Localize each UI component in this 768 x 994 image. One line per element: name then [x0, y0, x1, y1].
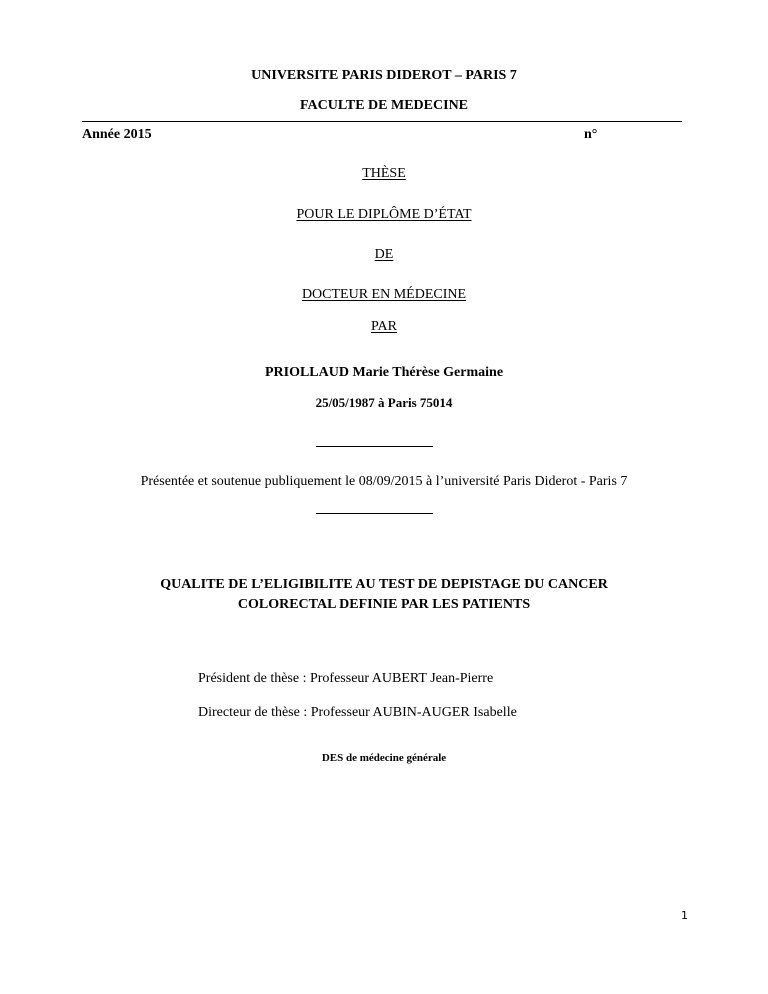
- diploma-label: POUR LE DIPLÔME D’ÉTAT: [296, 207, 472, 222]
- thesis-label: THÈSE: [362, 166, 406, 181]
- author-name: PRIOLLAUD Marie Thérèse Germaine: [264, 365, 504, 380]
- specialty-label: DES de médecine générale: [321, 752, 447, 764]
- separator-line-top: [316, 446, 433, 447]
- thesis-number-label: n°: [584, 127, 598, 142]
- thesis-title-line-1: QUALITE DE L’ELIGIBILITE AU TEST DE DEPISTAGE DU CANCER: [160, 577, 608, 592]
- page-number: 1: [681, 909, 688, 922]
- university-name: UNIVERSITE PARIS DIDEROT – PARIS 7: [251, 68, 517, 83]
- degree-label: DOCTEUR EN MÉDECINE: [301, 287, 467, 302]
- of-label: DE: [374, 247, 394, 262]
- defense-statement: Présentée et soutenue publiquement le 08/09/2015 à l’université Paris Diderot - Paris 7: [140, 474, 628, 489]
- academic-year: Année 2015: [82, 127, 152, 142]
- header-divider: [82, 121, 682, 122]
- thesis-president: Président de thèse : Professeur AUBERT Jean-Pierre: [198, 671, 494, 686]
- faculty-name: FACULTE DE MEDECINE: [299, 98, 469, 113]
- thesis-director: Directeur de thèse : Professeur AUBIN-AUGER Isabelle: [198, 705, 517, 720]
- author-birth: 25/05/1987 à Paris 75014: [315, 395, 453, 410]
- thesis-title-line-2: COLORECTAL DEFINIE PAR LES PATIENTS: [237, 597, 531, 612]
- by-label: PAR: [371, 319, 397, 334]
- separator-line-bottom: [316, 513, 433, 514]
